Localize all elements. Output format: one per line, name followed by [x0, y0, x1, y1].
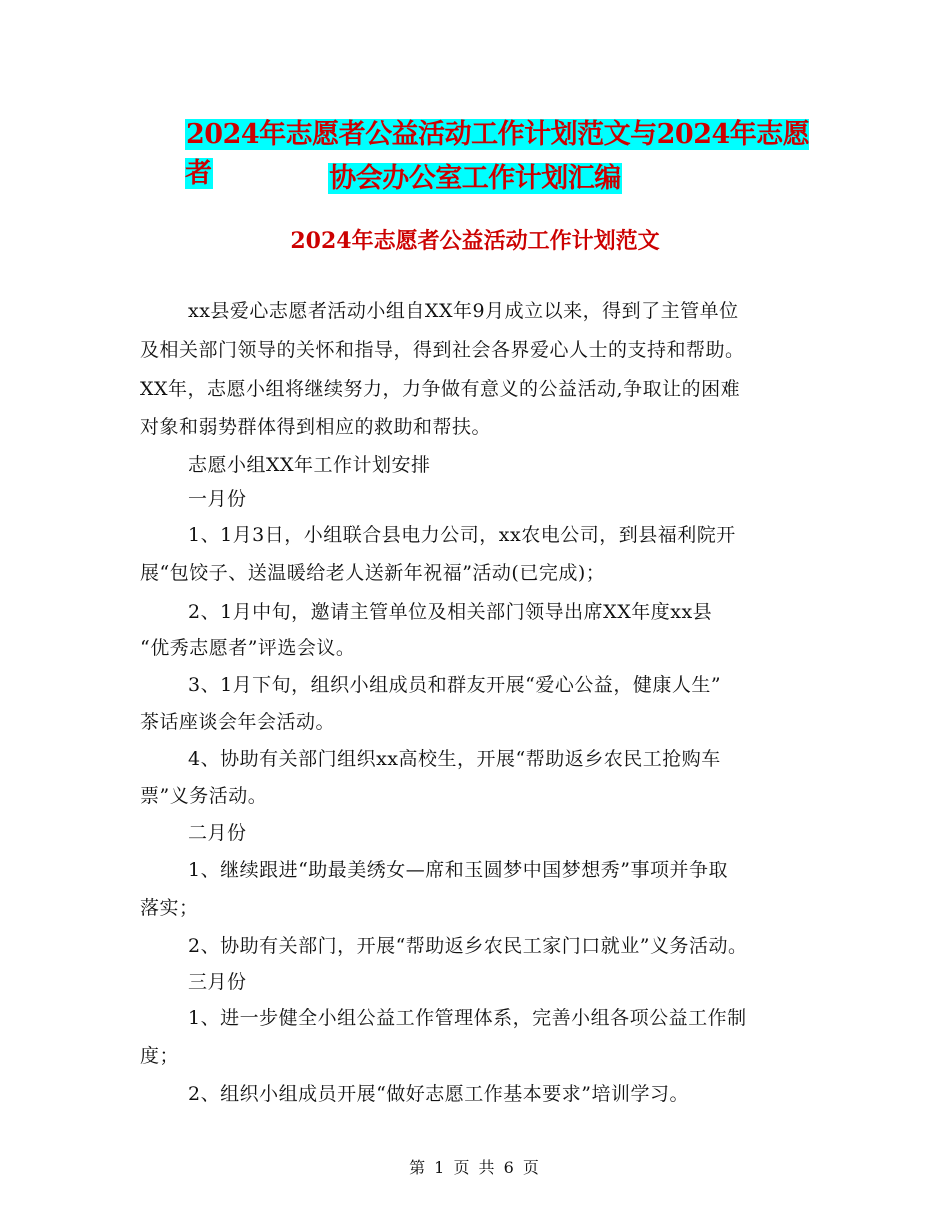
paragraph-line: “优秀志愿者”评选会议。 — [140, 637, 356, 659]
paragraph-line: 1、1月3日，小组联合县电力公司，xx农电公司，到县福利院开 — [188, 524, 736, 546]
paragraph-line: 落实； — [140, 897, 199, 919]
paragraph-line: 1、进一步健全小组公益工作管理体系，完善小组各项公益工作制 — [188, 1007, 747, 1029]
paragraph-line: 及相关部门领导的关怀和指导，得到社会各界爱心人士的支持和帮助。 — [140, 339, 745, 361]
paragraph-line: 2、1月中旬，邀请主管单位及相关部门领导出席XX年度xx县 — [188, 601, 713, 623]
paragraph-line: 票”义务活动。 — [140, 785, 268, 807]
paragraph-line: 2、协助有关部门，开展“帮助返乡农民工家门口就业”义务活动。 — [188, 935, 748, 957]
section-title: 2024年志愿者公益活动工作计划范文 — [290, 228, 660, 254]
paragraph-line: 1、继续跟进“助最美绣女—席和玉圆梦中国梦想秀”事项并争取 — [188, 859, 729, 881]
page-footer: 第 1 页 共 6 页 — [409, 1158, 541, 1177]
paragraph-line: XX年，志愿小组将继续努力，力争做有意义的公益活动,争取让的困难 — [140, 378, 741, 400]
paragraph-line: 度； — [140, 1045, 180, 1067]
paragraph-line: 对象和弱势群体得到相应的救助和帮扶。 — [140, 416, 492, 438]
document-title-line-1: 2024年志愿者公益活动工作计划范文与2024年志愿者 — [185, 119, 810, 189]
paragraph-line: 展“包饺子、送温暖给老人送新年祝福”活动(已完成)； — [140, 562, 606, 584]
paragraph-line: 茶话座谈会年会活动。 — [140, 711, 336, 733]
paragraph-line: 3、1月下旬，组织小组成员和群友开展“爱心公益，健康人生” — [188, 674, 722, 696]
month-heading: 一月份 — [188, 488, 247, 510]
paragraph-line: xx县爱心志愿者活动小组自XX年9月成立以来，得到了主管单位 — [188, 300, 739, 322]
paragraph-line: 2、组织小组成员开展“做好志愿工作基本要求”培训学习。 — [188, 1083, 690, 1105]
paragraph-line: 志愿小组XX年工作计划安排 — [188, 454, 431, 476]
paragraph-line: 4、协助有关部门组织xx高校生，开展“帮助返乡农民工抢购车 — [188, 748, 721, 770]
month-heading: 三月份 — [188, 971, 247, 993]
document-title-line-2: 协会办公室工作计划汇编 — [329, 163, 621, 194]
month-heading: 二月份 — [188, 822, 247, 844]
